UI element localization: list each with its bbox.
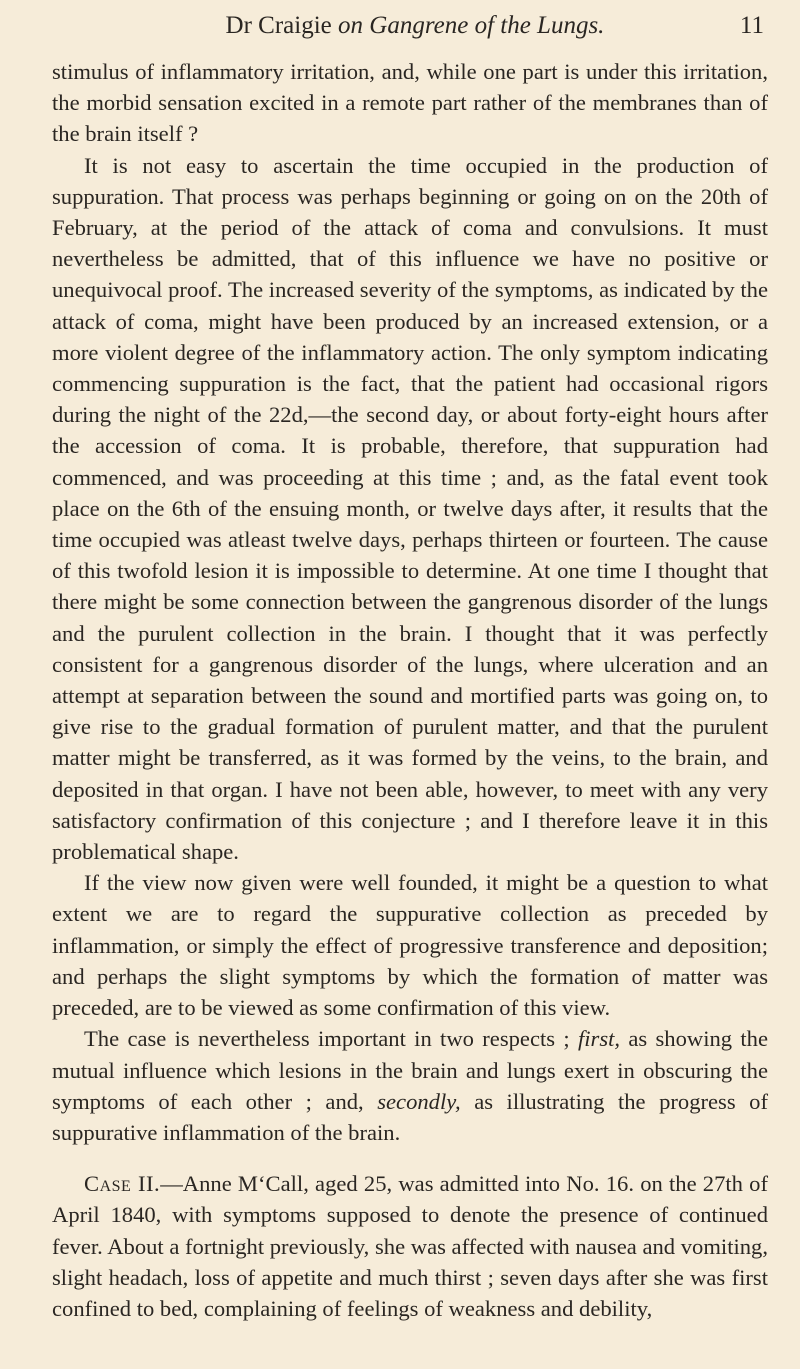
running-header	[60, 8, 770, 48]
p4-text-b: as showing the mutual influence which lesions in the brain and lungs exert in obscuring the symptoms of each other ; and,	[52, 1026, 769, 1114]
p4-text-c: as illustrating the progress of suppurative inflammation of the brain.	[52, 1088, 768, 1145]
paragraph-3: If the view now given were well founded, it might be a question to what extent we are to regard the suppurative collection as preceded by inflammation, or simply the effect of progressive transference and deposition; and perhaps the slight symptoms by which the formation of matter was preceded, are to be viewed as some confirmation of this view.	[52, 870, 768, 1021]
page-number: 11	[739, 12, 764, 39]
header-author: Dr Craigie	[225, 12, 332, 39]
header-subject: Gangrene of the Lungs.	[369, 12, 605, 39]
p4-text-a: The case is nevertheless important in two respects ;	[84, 1026, 570, 1052]
header-on: on	[338, 12, 364, 39]
running-title	[60, 12, 770, 40]
page-body	[52, 56, 768, 1324]
paragraph-2: It is not easy to ascertain the time occupied in the production of suppuration. That process was perhaps beginning or going on on the 20th of February, at the period of the attack of coma and convulsions. It must nevertheless be admitted, that of this influence we have no positive or unequivocal proof. The increased severity of the symptoms, as indicated by the attack of coma, might have been produced by an increased extension, or a more violent degree of the inflammatory action. The only symptom indicating commencing suppuration is the fact, that the patient had occasional rigors during the night of the 22d,—the second day, or about forty-eight hours after the accession of coma. It is probable, therefore, that suppuration had commenced, and was proceeding at this time ; and, as the fatal event took place on the 6th of the ensuing month, or twelve days after, it results that the time occupied was atleast twelve days, perhaps thirteen or fourteen. The cause of this twofold lesion it is impossible to determine. At one time I thought that there might be some connection between the gangrenous disorder of the lungs and the purulent collection in the brain. I thought that it was perfectly consistent for a gangrenous disorder of the lungs, where ulceration and an attempt at separation between the sound and mortified parts was going on, to give rise to the gradual formation of purulent matter, and that the purulent matter might be transferred, as it was formed by the veins, to the brain, and deposited in that organ. I have not been able, however, to meet with any very satisfactory confirmation of this conjecture ; and I therefore leave it in this problematical shape.	[52, 152, 768, 865]
paragraph-4	[52, 1023, 768, 1148]
p4-secondly: secondly,	[377, 1088, 461, 1114]
case-text: —Anne M‘Call, aged 25, was admitted into No. 16. on the 27th of April 1840, with symptoms supposed to denote the presence of continued fever. About a fortnight previously, she was affected with nausea and vomiting, slight headach, loss of appetite and much thirst ; seven days after she was first confined to bed, complaining of feelings of weakness and debility,	[52, 1171, 768, 1321]
p4-first: first,	[577, 1026, 621, 1052]
case-label: Case II.	[84, 1171, 161, 1197]
paragraph-1: stimulus of inflammatory irritation, and, while one part is under this irritation, the morbid sensation excited in a remote part rather of the membranes than of the brain itself ?	[52, 59, 768, 147]
paragraph-case-ii	[52, 1168, 768, 1324]
